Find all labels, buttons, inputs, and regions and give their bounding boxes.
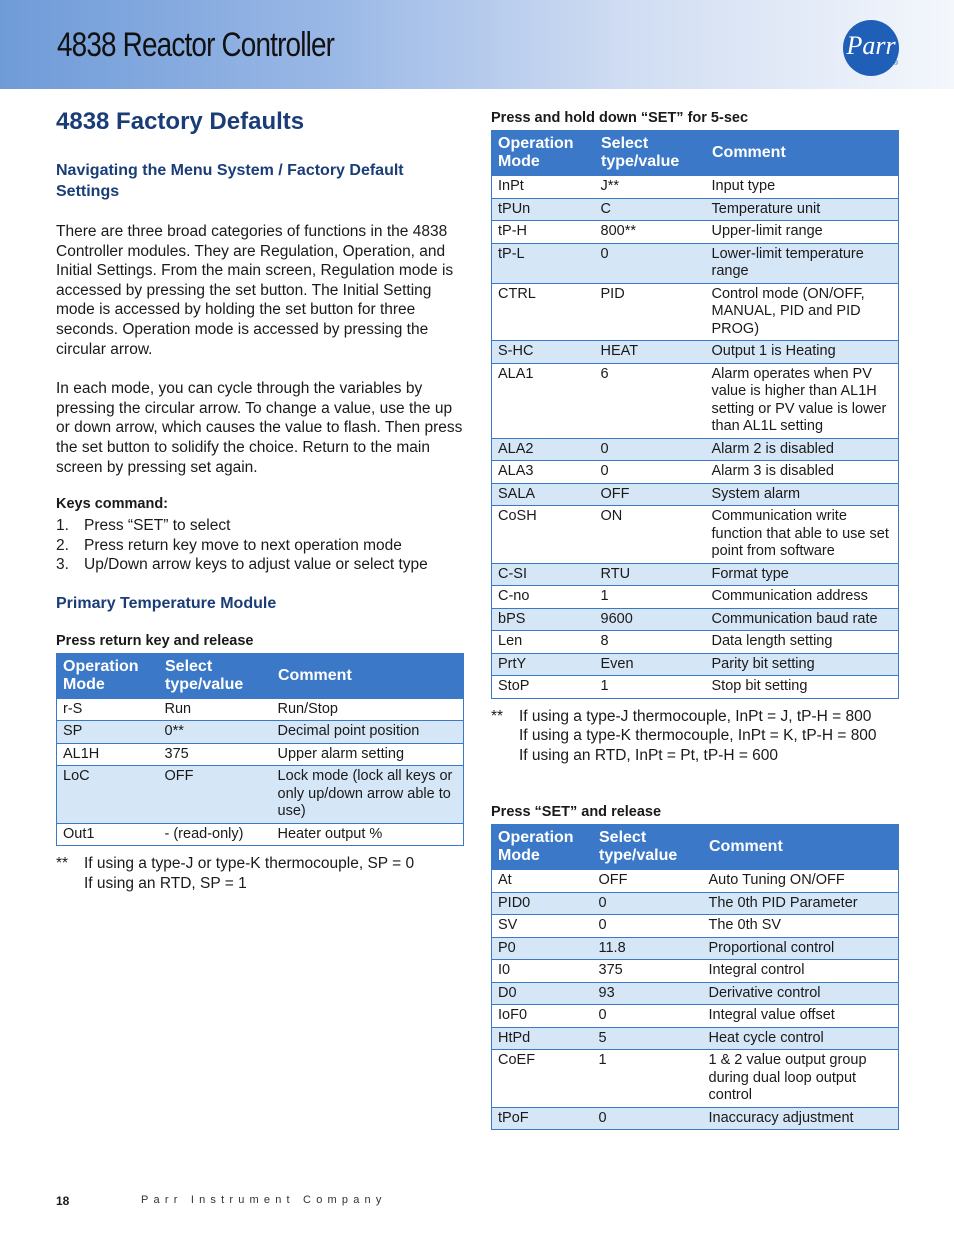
table-row <box>492 198 899 221</box>
table-row <box>492 243 899 283</box>
table-cell: OFF <box>595 483 706 506</box>
table-cell: 1 <box>593 1050 703 1108</box>
table-cell: Run/Stop <box>272 698 464 721</box>
header-comment: Comment <box>703 825 899 870</box>
table-row <box>57 823 464 846</box>
table-cell: 800** <box>595 221 706 244</box>
page-number: 18 <box>56 1194 70 1208</box>
table-cell: InPt <box>492 176 595 199</box>
header-operation-mode: Operation Mode <box>492 131 595 176</box>
left-column <box>56 108 464 894</box>
table-cell: Auto Tuning ON/OFF <box>703 870 899 893</box>
table-row <box>492 937 899 960</box>
table-cell: 1 <box>595 586 706 609</box>
table-cell: Upper-limit range <box>706 221 899 244</box>
table-cell: IoF0 <box>492 1005 593 1028</box>
table-cell: PrtY <box>492 653 595 676</box>
table-cell: 5 <box>593 1027 703 1050</box>
table-cell: CoEF <box>492 1050 593 1108</box>
table-row <box>492 221 899 244</box>
header-select-value: Select type/value <box>159 653 272 698</box>
company-name: Parr Instrument Company <box>141 1194 387 1206</box>
table-cell: Control mode (ON/OFF, MANUAL, PID and PID PROG) <box>706 283 899 341</box>
table-cell: Communication baud rate <box>706 608 899 631</box>
table-cell: tPoF <box>492 1107 593 1130</box>
table-row <box>57 766 464 824</box>
table-cell: C <box>595 198 706 221</box>
table-row <box>492 608 899 631</box>
table-row <box>492 1050 899 1108</box>
table-cell: 375 <box>159 743 272 766</box>
table-cell: Parity bit setting <box>706 653 899 676</box>
table-cell: 6 <box>595 363 706 438</box>
table-cell: bPS <box>492 608 595 631</box>
page-heading: 4838 Factory Defaults <box>56 108 305 135</box>
table-cell: C-no <box>492 586 595 609</box>
table-cell: 1 <box>595 676 706 699</box>
table-cell: Heater output % <box>272 823 464 846</box>
table-cell: Communication address <box>706 586 899 609</box>
table-cell: 11.8 <box>593 937 703 960</box>
table-cell: I0 <box>492 960 593 983</box>
hold-set-table <box>491 130 899 699</box>
table-cell: 0 <box>595 243 706 283</box>
table-title: Press return key and release <box>56 632 254 649</box>
table-cell: Derivative control <box>703 982 899 1005</box>
table-cell: Output 1 is Heating <box>706 341 899 364</box>
table-cell: SALA <box>492 483 595 506</box>
table-row <box>492 870 899 893</box>
table-cell: 0 <box>595 438 706 461</box>
table-cell: The 0th PID Parameter <box>703 892 899 915</box>
table-cell: HtPd <box>492 1027 593 1050</box>
table-cell: At <box>492 870 593 893</box>
table-row <box>492 483 899 506</box>
header-comment: Comment <box>706 131 899 176</box>
table-cell: 0 <box>593 892 703 915</box>
document-title: 4838 Reactor Controller <box>57 26 335 64</box>
table-cell: 0** <box>159 721 272 744</box>
table-cell: Len <box>492 631 595 654</box>
table-cell: Communication write function that able to use set point from software <box>706 506 899 564</box>
table-body <box>57 698 464 846</box>
table-cell: Out1 <box>57 823 159 846</box>
table-row <box>492 586 899 609</box>
table-cell: CTRL <box>492 283 595 341</box>
table-cell: tP-L <box>492 243 595 283</box>
table-cell: Heat cycle control <box>703 1027 899 1050</box>
table-cell: Inaccuracy adjustment <box>703 1107 899 1130</box>
table-row <box>492 915 899 938</box>
table-cell: CoSH <box>492 506 595 564</box>
table-cell: HEAT <box>595 341 706 364</box>
table-row <box>57 698 464 721</box>
table-row <box>492 892 899 915</box>
table-note: ** If using a type-J or type-K thermocouple, SP = 0 If using an RTD, SP = 1 <box>56 855 415 892</box>
table-row <box>492 960 899 983</box>
table-cell: The 0th SV <box>703 915 899 938</box>
table-row <box>492 1005 899 1028</box>
table-cell: OFF <box>593 870 703 893</box>
table-cell: 93 <box>593 982 703 1005</box>
table-cell: S-HC <box>492 341 595 364</box>
table-cell: Lower-limit temperature range <box>706 243 899 283</box>
table-cell: Even <box>595 653 706 676</box>
table-cell: Alarm 2 is disabled <box>706 438 899 461</box>
table-cell: 0 <box>593 915 703 938</box>
table-row <box>57 743 464 766</box>
table-row <box>492 676 899 699</box>
registered-mark: ® <box>893 60 899 67</box>
table-row <box>492 506 899 564</box>
table-cell: Run <box>159 698 272 721</box>
table-cell: Temperature unit <box>706 198 899 221</box>
table-row <box>492 363 899 438</box>
header-operation-mode: Operation Mode <box>57 653 159 698</box>
table-title: Press “SET” and release <box>491 804 662 821</box>
header-select-value: Select type/value <box>593 825 703 870</box>
table-cell: 9600 <box>595 608 706 631</box>
table-cell: 0 <box>595 461 706 484</box>
table-cell: D0 <box>492 982 593 1005</box>
table-cell: tPUn <box>492 198 595 221</box>
table-body <box>492 176 899 699</box>
table-title: Press and hold down “SET” for 5-sec <box>491 110 749 126</box>
table-cell: Integral value offset <box>703 1005 899 1028</box>
table-cell: Upper alarm setting <box>272 743 464 766</box>
table-header-row <box>57 653 464 698</box>
table-cell: RTU <box>595 563 706 586</box>
table-cell: PID0 <box>492 892 593 915</box>
table-row <box>492 631 899 654</box>
mode-paragraph: In each mode, you can cycle through the variables by pressing the circular arrow. To change a value, use the up or down arrow, which causes the value to flash. Then press the set button to solidify the choice. Return to the main screen by pressing set again. <box>56 380 463 476</box>
table-cell: 8 <box>595 631 706 654</box>
table-row <box>492 982 899 1005</box>
keys-command-title: Keys command: <box>56 496 169 513</box>
table-cell: Lock mode (lock all keys or only up/down arrow able to use) <box>272 766 464 824</box>
table-body <box>492 870 899 1130</box>
table-row <box>492 1107 899 1130</box>
table-cell: AL1H <box>57 743 159 766</box>
table-cell: Alarm 3 is disabled <box>706 461 899 484</box>
table-row <box>492 653 899 676</box>
table-cell: ON <box>595 506 706 564</box>
keys-list-item: 1. Press “SET” to select <box>56 517 231 535</box>
table-cell: ALA2 <box>492 438 595 461</box>
table-cell: 0 <box>593 1005 703 1028</box>
table-cell: P0 <box>492 937 593 960</box>
table-cell: Input type <box>706 176 899 199</box>
table-cell: SP <box>57 721 159 744</box>
table-row <box>492 341 899 364</box>
keys-list-item: 3. Up/Down arrow keys to adjust value or select type <box>56 556 428 574</box>
press-set-table <box>491 824 899 1130</box>
table-cell: 0 <box>593 1107 703 1130</box>
table-note: ** If using a type-J thermocouple, InPt = J, tP-H = 800 If using a type-K thermocouple, InPt = K, tP-H = 800 If using an RTD, InPt = Pt, tP-H = 600 <box>491 707 877 764</box>
table-cell: Alarm operates when PV value is higher than AL1H setting or PV value is lower than AL1L setting <box>706 363 899 438</box>
keys-list <box>56 516 464 575</box>
table-cell: 375 <box>593 960 703 983</box>
table-cell: LoC <box>57 766 159 824</box>
return-key-table <box>56 653 464 847</box>
keys-list-item: 2. Press return key move to next operation mode <box>56 536 402 554</box>
table-cell: Data length setting <box>706 631 899 654</box>
table-cell: ALA3 <box>492 461 595 484</box>
table-cell: J** <box>595 176 706 199</box>
table-row <box>57 721 464 744</box>
table-cell: ALA1 <box>492 363 595 438</box>
table-cell: Stop bit setting <box>706 676 899 699</box>
table-cell: Integral control <box>703 960 899 983</box>
header-select-value: Select type/value <box>595 131 706 176</box>
table-header-row <box>492 131 899 176</box>
table-cell: C-SI <box>492 563 595 586</box>
table-row <box>492 176 899 199</box>
table-row <box>492 283 899 341</box>
intro-paragraph: There are three broad categories of functions in the 4838 Controller modules. They are Regulation, Operation, and Initial Settings. From the main screen, Regulation mode is accessed by pressing the set button. The Initial Setting mode is accessed by holding the set button for three seconds. Operation mode is accessed by pressing the circular arrow. <box>56 223 454 358</box>
table-cell: OFF <box>159 766 272 824</box>
table-header-row <box>492 825 899 870</box>
table-row <box>492 1027 899 1050</box>
table-cell: Format type <box>706 563 899 586</box>
table-cell: SV <box>492 915 593 938</box>
section-subheading: Navigating the Menu System / Factory Default Settings <box>56 162 404 200</box>
table-row <box>492 563 899 586</box>
header-operation-mode: Operation Mode <box>492 825 593 870</box>
table-cell: Decimal point position <box>272 721 464 744</box>
table-cell: StoP <box>492 676 595 699</box>
page-header <box>0 0 954 89</box>
table-row <box>492 438 899 461</box>
table-cell: System alarm <box>706 483 899 506</box>
table-cell: Proportional control <box>703 937 899 960</box>
table-cell: PID <box>595 283 706 341</box>
header-comment: Comment <box>272 653 464 698</box>
table-cell: 1 & 2 value output group during dual loop output control <box>703 1050 899 1108</box>
parr-logo: Parr <box>843 20 899 76</box>
module-title: Primary Temperature Module <box>56 594 277 612</box>
table-row <box>492 461 899 484</box>
right-column <box>491 110 899 1130</box>
table-cell: r-S <box>57 698 159 721</box>
table-cell: tP-H <box>492 221 595 244</box>
table-cell: - (read-only) <box>159 823 272 846</box>
